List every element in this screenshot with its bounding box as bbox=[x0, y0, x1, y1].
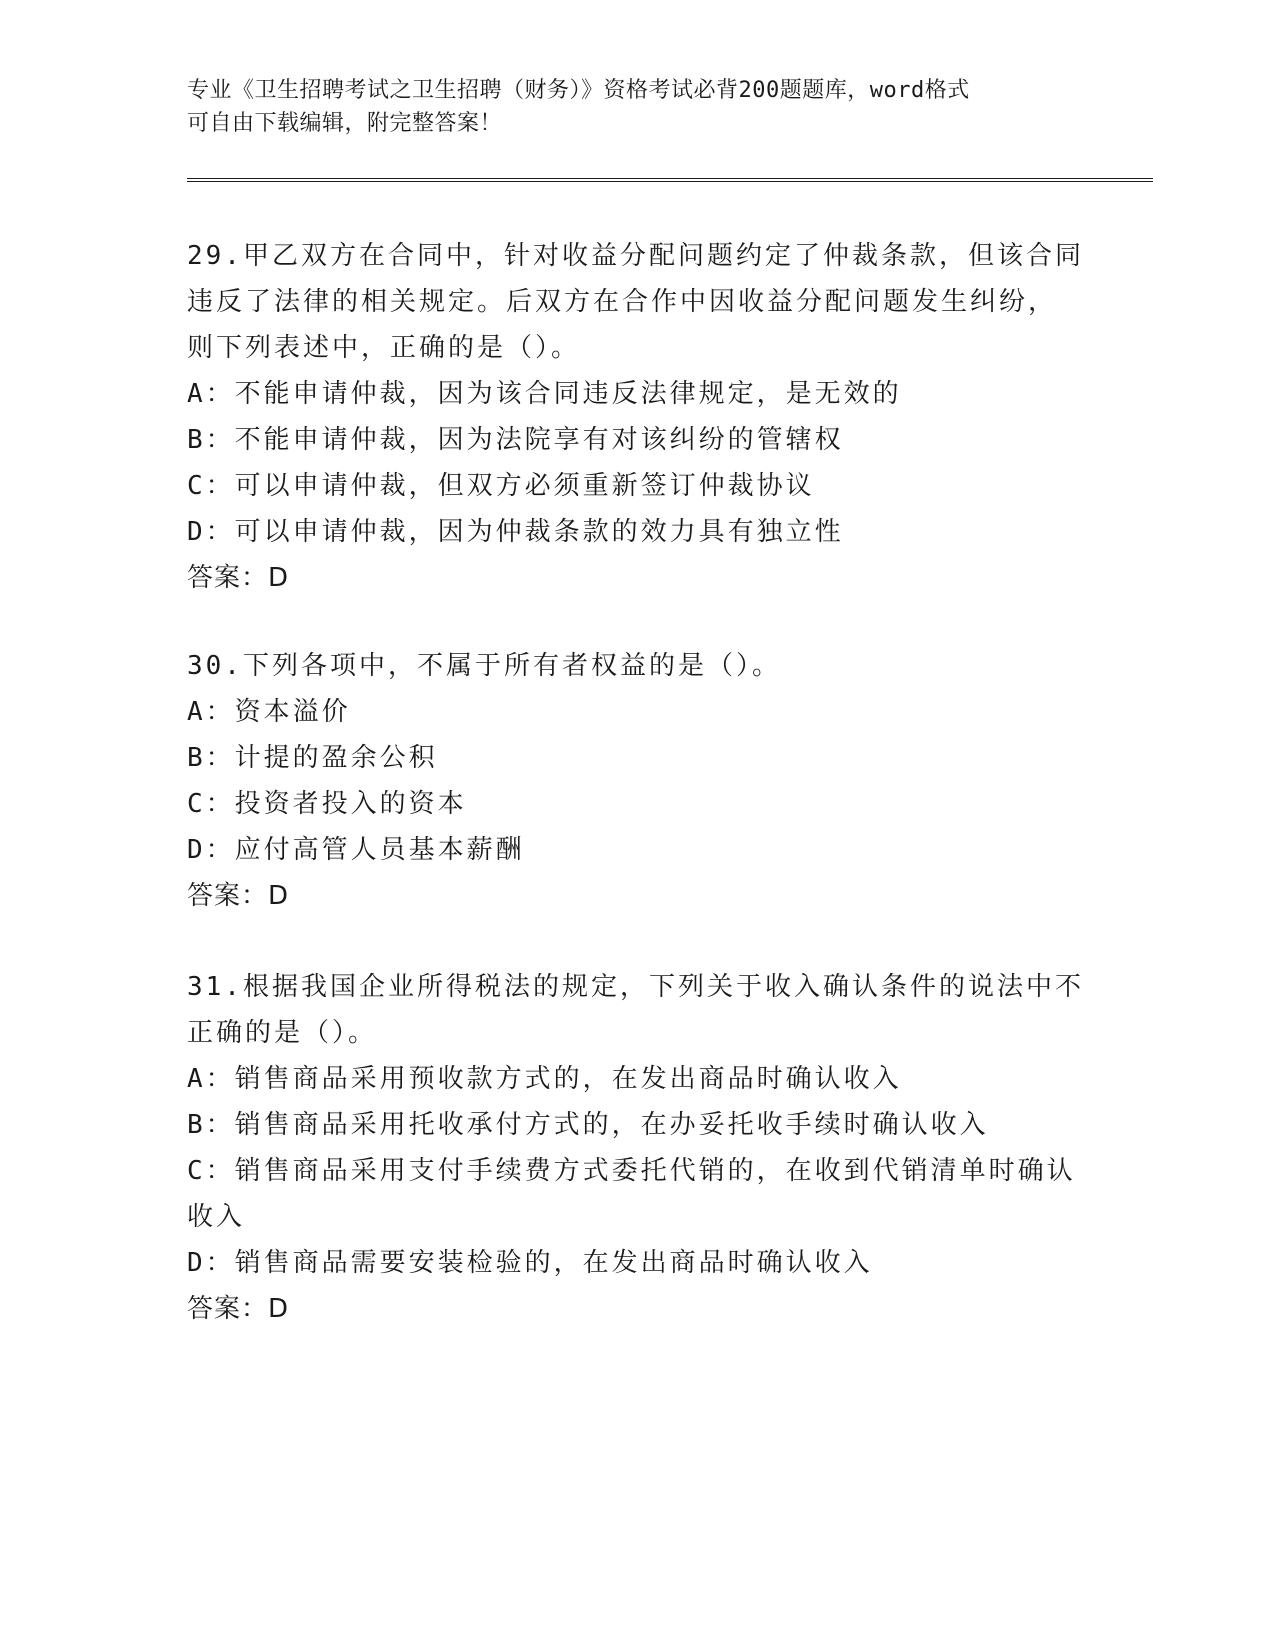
header-line-2: 可自由下载编辑，附完整答案！ bbox=[187, 111, 503, 136]
question-stem-line: 正确的是（）。 bbox=[187, 1018, 378, 1048]
option-c: C：投资者投入的资本 bbox=[187, 789, 467, 819]
option-a: A：销售商品采用预收款方式的，在发出商品时确认收入 bbox=[187, 1064, 902, 1094]
header-line-1: 专业《卫生招聘考试之卫生招聘（财务）》资格考试必背200题题库，word格式 bbox=[187, 78, 970, 103]
option-a: A：不能申请仲裁，因为该合同违反法律规定，是无效的 bbox=[187, 379, 902, 409]
question-30 bbox=[187, 643, 1087, 919]
question-stem-line: 30.下列各项中，不属于所有者权益的是（）。 bbox=[187, 651, 781, 681]
option-c-continuation: 收入 bbox=[187, 1202, 246, 1232]
option-a: A：资本溢价 bbox=[187, 697, 351, 727]
question-stem-line: 则下列表述中，正确的是（）。 bbox=[187, 333, 581, 363]
option-b: B：销售商品采用托收承付方式的，在办妥托收手续时确认收入 bbox=[187, 1110, 989, 1140]
question-29 bbox=[187, 233, 1087, 601]
answer: 答案：D bbox=[187, 563, 290, 593]
option-d: D：可以申请仲裁，因为仲裁条款的效力具有独立性 bbox=[187, 517, 844, 547]
option-c: C：可以申请仲裁，但双方必须重新签订仲裁协议 bbox=[187, 471, 815, 501]
option-c: C：销售商品采用支付手续费方式委托代销的，在收到代销清单时确认 bbox=[187, 1156, 1076, 1186]
header-divider bbox=[187, 178, 1153, 182]
option-b: B：计提的盈余公积 bbox=[187, 743, 438, 773]
option-d: D：销售商品需要安装检验的，在发出商品时确认收入 bbox=[187, 1248, 873, 1278]
question-stem-line: 29.甲乙双方在合同中，针对收益分配问题约定了仲裁条款，但该合同 bbox=[187, 241, 1084, 271]
option-b: B：不能申请仲裁，因为法院享有对该纠纷的管辖权 bbox=[187, 425, 844, 455]
answer: 答案：D bbox=[187, 881, 290, 911]
option-d: D：应付高管人员基本薪酬 bbox=[187, 835, 525, 865]
document-header bbox=[187, 74, 1067, 140]
question-stem-line: 31.根据我国企业所得税法的规定，下列关于收入确认条件的说法中不 bbox=[187, 972, 1084, 1002]
answer: 答案：D bbox=[187, 1294, 290, 1324]
question-31 bbox=[187, 964, 1087, 1332]
question-stem-line: 违反了法律的相关规定。后双方在合作中因收益分配问题发生纠纷， bbox=[187, 287, 1058, 317]
